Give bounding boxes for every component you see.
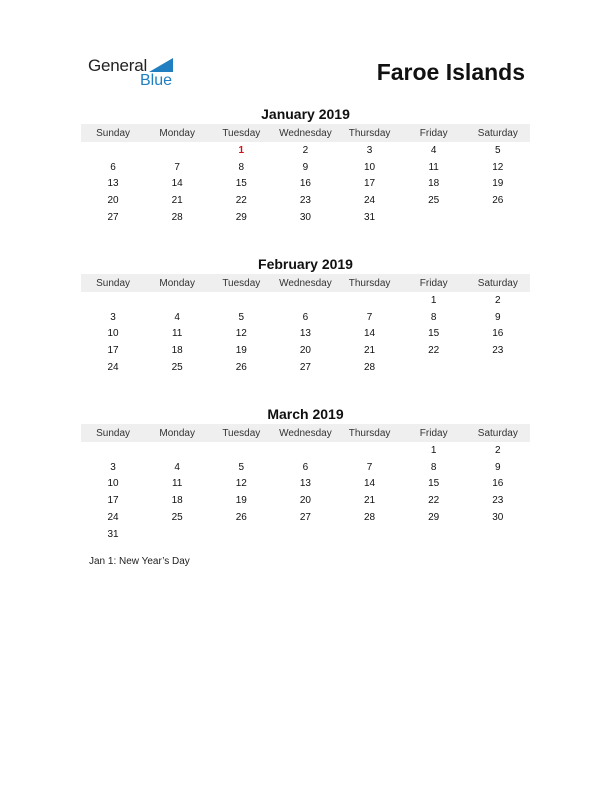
day-cell: 12 bbox=[235, 328, 247, 340]
day-cell: 8 bbox=[238, 161, 245, 173]
day-cell: 21 bbox=[171, 195, 183, 207]
weekday-label: Saturday bbox=[477, 277, 518, 289]
weekday-label: Tuesday bbox=[222, 427, 261, 439]
day-cell: 31 bbox=[107, 528, 119, 540]
week-row bbox=[81, 176, 530, 193]
day-cell: 8 bbox=[430, 311, 437, 323]
day-cell: 6 bbox=[302, 311, 309, 323]
day-cell: 14 bbox=[364, 328, 376, 340]
day-cell: 12 bbox=[235, 478, 247, 490]
day-cell: 24 bbox=[107, 512, 119, 524]
day-cell: 16 bbox=[492, 478, 504, 490]
weekday-header-row bbox=[81, 124, 530, 142]
day-cell: 12 bbox=[492, 161, 504, 173]
day-cell: 19 bbox=[235, 495, 247, 507]
weekday-header-row bbox=[81, 424, 530, 442]
day-cell: 2 bbox=[495, 444, 501, 456]
day-cell: 13 bbox=[299, 478, 311, 490]
weekday-label: Wednesday bbox=[279, 427, 332, 439]
week-row bbox=[81, 526, 530, 543]
day-cell: 23 bbox=[492, 345, 504, 357]
day-cell: 23 bbox=[299, 195, 311, 207]
day-cell: 20 bbox=[299, 495, 311, 507]
weekday-label: Sunday bbox=[96, 277, 131, 289]
day-cell: 11 bbox=[428, 161, 439, 173]
day-cell: 14 bbox=[171, 178, 183, 190]
day-cell: 11 bbox=[171, 328, 183, 340]
day-cell: 19 bbox=[492, 178, 504, 190]
day-cell: 30 bbox=[492, 512, 504, 524]
month-title: January 2019 bbox=[261, 106, 350, 122]
holiday-day-cell: 1 bbox=[238, 144, 245, 156]
day-cell: 18 bbox=[171, 345, 183, 357]
week-row bbox=[81, 192, 530, 209]
day-cell: 7 bbox=[366, 461, 373, 473]
week-row bbox=[81, 326, 530, 343]
day-cell: 18 bbox=[428, 178, 440, 190]
weekday-label: Thursday bbox=[348, 127, 391, 139]
day-cell: 25 bbox=[171, 512, 183, 524]
weekday-label: Monday bbox=[159, 127, 195, 139]
day-cell: 26 bbox=[235, 362, 247, 374]
month-february bbox=[81, 254, 530, 376]
day-cell: 21 bbox=[364, 495, 376, 507]
day-cell: 15 bbox=[428, 328, 440, 340]
month-march bbox=[81, 404, 530, 543]
day-cell: 16 bbox=[299, 178, 311, 190]
day-cell: 13 bbox=[299, 328, 311, 340]
day-cell: 16 bbox=[492, 328, 504, 340]
week-row bbox=[81, 359, 530, 376]
week-row bbox=[81, 459, 530, 476]
weekday-label: Thursday bbox=[348, 277, 391, 289]
week-row bbox=[81, 442, 530, 459]
day-cell: 13 bbox=[107, 178, 119, 190]
day-cell: 1 bbox=[430, 294, 437, 306]
day-cell: 6 bbox=[110, 161, 116, 173]
day-cell: 7 bbox=[174, 161, 180, 173]
day-cell: 22 bbox=[428, 345, 440, 357]
country-title: Faroe Islands bbox=[376, 59, 525, 85]
day-cell: 24 bbox=[107, 362, 119, 374]
weekday-label: Sunday bbox=[96, 427, 131, 439]
week-row bbox=[81, 209, 530, 226]
day-cell: 28 bbox=[364, 512, 376, 524]
day-cell: 29 bbox=[428, 512, 440, 524]
day-cell: 17 bbox=[364, 178, 376, 190]
day-cell: 10 bbox=[107, 478, 119, 490]
weekday-label: Wednesday bbox=[279, 127, 332, 139]
day-cell: 9 bbox=[302, 161, 309, 173]
weekday-label: Tuesday bbox=[222, 277, 261, 289]
logo bbox=[88, 56, 188, 92]
day-cell: 20 bbox=[107, 195, 119, 207]
day-cell: 4 bbox=[174, 461, 180, 473]
weekday-label: Friday bbox=[419, 127, 448, 139]
day-cell: 3 bbox=[110, 461, 116, 473]
month-title: March 2019 bbox=[267, 406, 344, 422]
logo-general-text: General bbox=[88, 56, 148, 75]
weekday-label: Wednesday bbox=[279, 277, 332, 289]
weekday-label: Tuesday bbox=[222, 127, 261, 139]
day-cell: 22 bbox=[428, 495, 440, 507]
day-cell: 30 bbox=[299, 212, 311, 224]
day-cell: 22 bbox=[235, 195, 247, 207]
weekday-label: Saturday bbox=[477, 427, 518, 439]
day-cell: 27 bbox=[107, 212, 119, 224]
logo-blue-text: Blue bbox=[140, 72, 173, 89]
week-row bbox=[81, 509, 530, 526]
day-cell: 10 bbox=[107, 328, 119, 340]
week-row bbox=[81, 342, 530, 359]
day-cell: 2 bbox=[495, 294, 501, 306]
day-cell: 25 bbox=[171, 362, 183, 374]
day-cell: 17 bbox=[107, 495, 119, 507]
day-cell: 20 bbox=[299, 345, 311, 357]
weekday-label: Monday bbox=[159, 427, 195, 439]
day-cell: 15 bbox=[235, 178, 247, 190]
day-cell: 21 bbox=[364, 345, 376, 357]
day-cell: 14 bbox=[364, 478, 376, 490]
month-january bbox=[81, 104, 530, 226]
week-row bbox=[81, 292, 530, 309]
day-cell: 17 bbox=[107, 345, 119, 357]
day-cell: 2 bbox=[302, 144, 309, 156]
week-row bbox=[81, 492, 530, 509]
day-cell: 24 bbox=[364, 195, 376, 207]
month-title: February 2019 bbox=[258, 256, 353, 272]
day-cell: 28 bbox=[364, 362, 376, 374]
day-cell: 27 bbox=[299, 362, 311, 374]
day-cell: 9 bbox=[495, 461, 501, 473]
week-row bbox=[81, 476, 530, 493]
day-cell: 6 bbox=[302, 461, 309, 473]
day-cell: 28 bbox=[171, 212, 183, 224]
holiday-notes: Jan 1: New Year’s Day bbox=[89, 556, 190, 567]
day-cell: 15 bbox=[428, 478, 440, 490]
day-cell: 27 bbox=[299, 512, 311, 524]
weekday-label: Monday bbox=[159, 277, 195, 289]
week-row bbox=[81, 159, 530, 176]
day-cell: 9 bbox=[495, 311, 501, 323]
day-cell: 3 bbox=[366, 144, 373, 156]
weekday-label: Saturday bbox=[477, 127, 518, 139]
weekday-label: Friday bbox=[419, 277, 448, 289]
day-cell: 5 bbox=[238, 311, 245, 323]
day-cell: 3 bbox=[110, 311, 116, 323]
day-cell: 18 bbox=[171, 495, 183, 507]
weekday-header-row bbox=[81, 274, 530, 292]
day-cell: 5 bbox=[238, 461, 245, 473]
day-cell: 31 bbox=[364, 212, 376, 224]
weekday-label: Thursday bbox=[348, 427, 391, 439]
day-cell: 8 bbox=[430, 461, 437, 473]
day-cell: 26 bbox=[492, 195, 504, 207]
day-cell: 19 bbox=[235, 345, 247, 357]
day-cell: 26 bbox=[235, 512, 247, 524]
day-cell: 4 bbox=[174, 311, 180, 323]
weekday-label: Sunday bbox=[96, 127, 131, 139]
day-cell: 29 bbox=[235, 212, 247, 224]
day-cell: 23 bbox=[492, 495, 504, 507]
weekday-label: Friday bbox=[419, 427, 448, 439]
logo-triangle-icon bbox=[149, 58, 173, 72]
day-cell: 7 bbox=[366, 311, 373, 323]
day-cell: 1 bbox=[430, 444, 437, 456]
week-row bbox=[81, 142, 530, 159]
day-cell: 4 bbox=[430, 144, 437, 156]
day-cell: 10 bbox=[364, 161, 376, 173]
day-cell: 25 bbox=[428, 195, 440, 207]
day-cell: 5 bbox=[495, 144, 501, 156]
week-row bbox=[81, 309, 530, 326]
day-cell: 11 bbox=[171, 478, 183, 490]
